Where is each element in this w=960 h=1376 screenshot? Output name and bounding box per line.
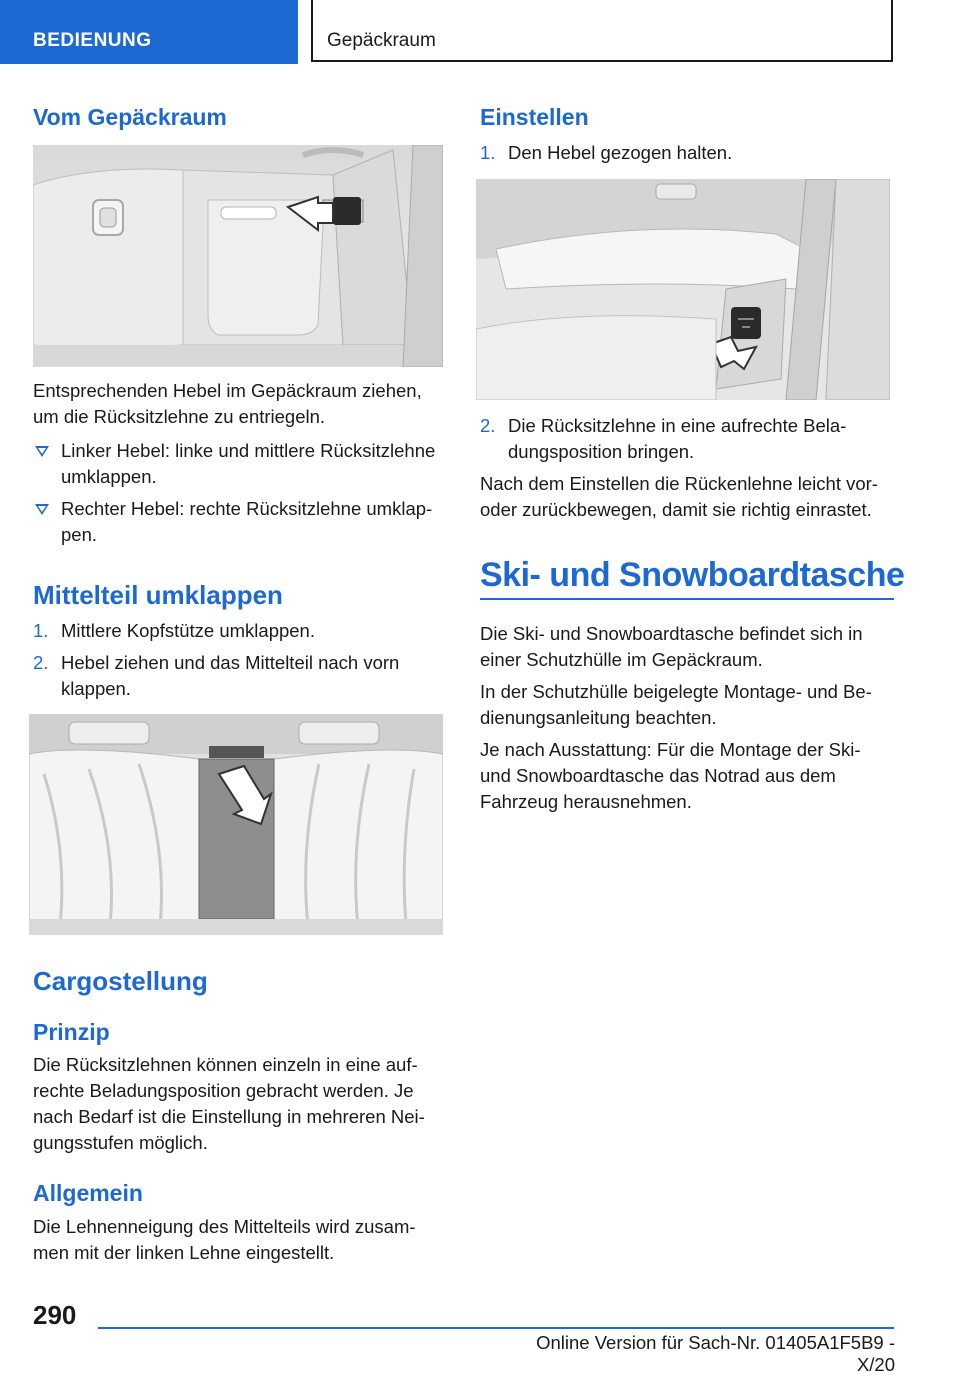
paragraph-notrad: Je nach Ausstattung: Für die Montage der Ski- und Snowboardtasche das Notrad aus dem Fahrzeug herausnehmen. [480,739,861,812]
paragraph-einrasten: Nach dem Einstellen die Rückenlehne leicht vor- oder zurückbewegen, damit sie richtig einrastet. [480,473,878,520]
paragraph-anleitung: In der Schutzhülle beigelegte Montage- und Be- dienungsanleitung beachten. [480,681,872,728]
step-2-aufrecht: 2. Die Rücksitzlehne in eine aufrechte Bela- dungsposition bringen. [480,415,847,462]
heading-prinzip: Prinzip [33,1019,110,1045]
bullet-rechter-hebel: Rechter Hebel: rechte Rücksitzlehne umklap- pen. [33,496,453,548]
heading-einstellen: Einstellen [480,104,589,130]
step-2-hebel-ziehen: 2. Hebel ziehen und das Mittelteil nach vorn klappen. [33,652,400,699]
paragraph-allgemein: Die Lehnenneigung des Mittelteils wird zusam- men mit der linken Lehne eingestellt. [33,1216,416,1263]
chapter-tab [0,0,298,64]
section-title: Gepäckraum [327,30,436,51]
heading-allgemein: Allgemein [33,1180,143,1206]
section-tab [311,0,893,62]
heading-mittelteil-umklappen: Mittelteil umklappen [33,580,283,610]
paragraph-schutzhuelle: Die Ski- und Snowboardtasche befindet sich in einer Schutzhülle im Gepäckraum. [480,623,863,670]
chapter-title: BEDIENUNG [33,30,152,51]
paragraph-prinzip: Die Rücksitzlehnen können einzeln in eine auf- rechte Beladungsposition gebracht werden. Je nach Bedarf ist die Einstellung in mehreren Nei- gungsstufen möglich. [33,1054,425,1153]
step-1-hebel-halten: 1. Den Hebel gezogen halten. [480,142,733,163]
paragraph-entriegeln: Entsprechenden Hebel im Gepäckraum ziehen, um die Rücksitzlehne zu entriegeln. [33,380,422,427]
trunk-lever-illustration [33,145,443,367]
rear-seat-illustration [29,714,443,935]
heading-cargostellung: Cargostellung [33,966,208,996]
triangle-bullet-icon [35,504,49,515]
heading-ski-snowboardtasche: Ski- und Snowboardtasche [480,556,905,594]
footer-rule [98,1327,894,1329]
footer-version-text: Online Version für Sach-Nr. 01405A1F5B9 - X/20 [536,1332,895,1375]
heading-underline [480,598,894,600]
bullet-linker-hebel: Linker Hebel: linke und mittlere Rücksitzlehne umklappen. [33,438,453,490]
seat-lever-illustration [476,179,890,400]
triangle-bullet-icon [35,446,49,457]
step-1-kopfstuetze: 1. Mittlere Kopfstütze umklappen. [33,620,315,641]
page-number: 290 [33,1300,77,1330]
heading-vom-gepaeckraum: Vom Gepäckraum [33,104,227,130]
